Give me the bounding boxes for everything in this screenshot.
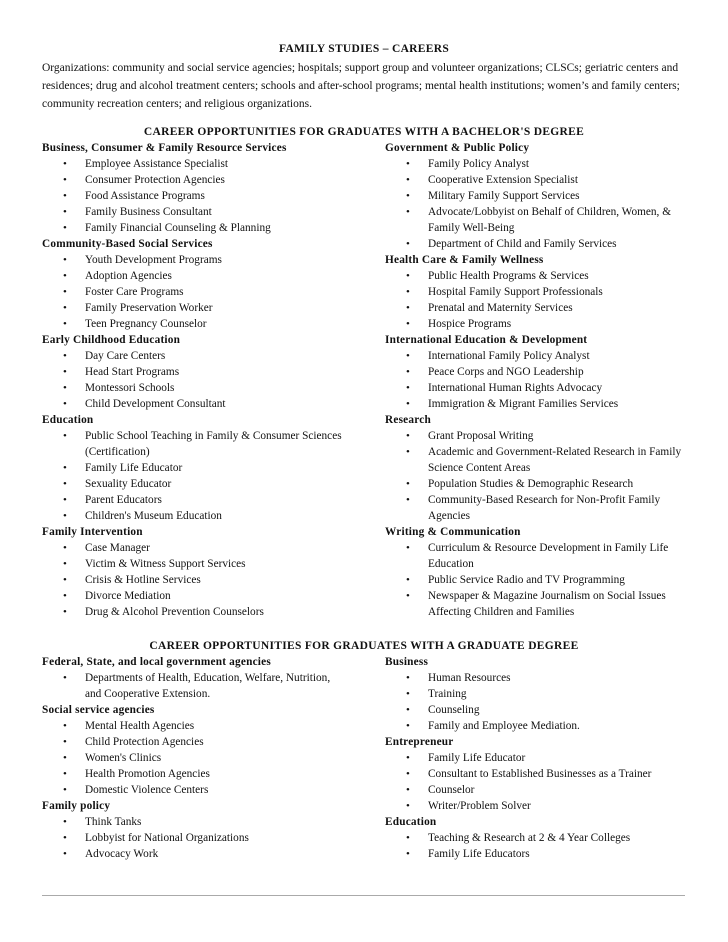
list-item-text: International Human Rights Advocacy [428, 382, 603, 394]
list-item [385, 268, 685, 284]
career-list [42, 252, 342, 332]
graduate-section-heading: CAREER OPPORTUNITIES FOR GRADUATES WITH A GRADUATE DEGREE [149, 640, 579, 652]
list-item [385, 572, 685, 588]
list-item-text: Montessori Schools [85, 382, 175, 394]
list-item-text: Sexuality Educator [85, 478, 172, 490]
list-item-text: Cooperative Extension Specialist [428, 174, 578, 186]
list-item-text: Prenatal and Maternity Services [428, 302, 573, 314]
category-heading: Social service agencies [42, 704, 155, 716]
bullet-icon: • [406, 752, 410, 764]
list-item-text: Academic and Government-Related Research in Family Science Content Areas [428, 446, 682, 474]
list-item [385, 428, 685, 444]
bullet-icon: • [63, 398, 67, 410]
list-item-text: Immigration & Migrant Families Services [428, 398, 619, 410]
list-item [42, 172, 342, 188]
category-heading: Writing & Communication [385, 526, 521, 538]
category-heading: Entrepreneur [385, 736, 454, 748]
list-item-text: Women's Clinics [85, 752, 162, 764]
list-item [385, 364, 685, 380]
list-item-text: Consumer Protection Agencies [85, 174, 225, 186]
graduate-left-column [42, 654, 342, 862]
bullet-icon: • [406, 848, 410, 860]
list-item [385, 766, 685, 782]
list-item-text: Hospice Programs [428, 318, 512, 330]
list-item [42, 846, 342, 862]
bullet-icon: • [63, 366, 67, 378]
bullet-icon: • [63, 478, 67, 490]
list-item [42, 814, 342, 830]
list-item-text: Community-Based Research for Non-Profit Family Agencies [428, 494, 661, 522]
career-list [42, 428, 342, 524]
category-heading: Community-Based Social Services [42, 238, 213, 250]
list-item-text: Parent Educators [85, 494, 162, 506]
category-heading: International Education & Development [385, 334, 588, 346]
list-item [42, 252, 342, 268]
category-heading: Education [385, 816, 437, 828]
list-item [385, 380, 685, 396]
bullet-icon: • [63, 848, 67, 860]
bullet-icon: • [406, 478, 410, 490]
bullet-icon: • [406, 286, 410, 298]
bullet-icon: • [63, 558, 67, 570]
list-item [385, 348, 685, 364]
list-item-text: Public Health Programs & Services [428, 270, 589, 282]
career-list [385, 268, 685, 332]
bullet-icon: • [406, 318, 410, 330]
bullet-icon: • [63, 832, 67, 844]
bullet-icon: • [406, 430, 410, 442]
list-item [42, 492, 342, 508]
bullet-icon: • [406, 688, 410, 700]
category-heading: Health Care & Family Wellness [385, 254, 544, 266]
bullet-icon: • [63, 752, 67, 764]
list-item-text: Consultant to Established Businesses as a Trainer [428, 768, 652, 780]
bullet-icon: • [406, 302, 410, 314]
category-heading: Government & Public Policy [385, 142, 530, 154]
bullet-icon: • [63, 286, 67, 298]
bullet-icon: • [63, 736, 67, 748]
bullet-icon: • [406, 350, 410, 362]
list-item [385, 588, 685, 620]
list-item-text: Grant Proposal Writing [428, 430, 534, 442]
category-heading: Business, Consumer & Family Resource Services [42, 142, 287, 154]
list-item-text: Family Financial Counseling & Planning [85, 222, 271, 234]
list-item [42, 300, 342, 316]
category-heading: Federal, State, and local government agencies [42, 656, 271, 668]
bullet-icon: • [63, 542, 67, 554]
list-item [385, 284, 685, 300]
bullet-icon: • [406, 494, 410, 506]
list-item [42, 396, 342, 412]
bullet-icon: • [406, 768, 410, 780]
bullet-icon: • [63, 254, 67, 266]
list-item-text: Day Care Centers [85, 350, 166, 362]
list-item [42, 750, 342, 766]
bullet-icon: • [406, 720, 410, 732]
bullet-icon: • [406, 270, 410, 282]
bullet-icon: • [63, 606, 67, 618]
bullet-icon: • [406, 238, 410, 250]
bullet-icon: • [63, 720, 67, 732]
career-list [42, 156, 342, 236]
list-item [385, 846, 685, 862]
list-item-text: Youth Development Programs [85, 254, 222, 266]
career-list [385, 830, 685, 862]
list-item [385, 492, 685, 524]
bullet-icon: • [406, 574, 410, 586]
bullet-icon: • [63, 318, 67, 330]
list-item [42, 188, 342, 204]
bullet-icon: • [406, 190, 410, 202]
list-item [42, 508, 342, 524]
list-item-text: Divorce Mediation [85, 590, 171, 602]
list-item [385, 156, 685, 172]
bullet-icon: • [63, 510, 67, 522]
list-item [42, 734, 342, 750]
bullet-icon: • [63, 574, 67, 586]
page-title: FAMILY STUDIES – CAREERS [278, 43, 450, 55]
bachelor-section-heading: CAREER OPPORTUNITIES FOR GRADUATES WITH A BACHELOR'S DEGREE [143, 126, 585, 138]
list-item-text: Newspaper & Magazine Journalism on Social Issues Affecting Children and Families [428, 590, 666, 618]
category-heading: Early Childhood Education [42, 334, 181, 346]
bullet-icon: • [63, 784, 67, 796]
list-item [385, 188, 685, 204]
list-item [42, 460, 342, 476]
list-item [42, 220, 342, 236]
list-item-text: Head Start Programs [85, 366, 180, 378]
list-item-text: Training [428, 688, 467, 700]
bullet-icon: • [406, 158, 410, 170]
list-item [385, 702, 685, 718]
list-item [42, 364, 342, 380]
bachelor-left-column [42, 140, 342, 620]
list-item-text: Foster Care Programs [85, 286, 184, 298]
list-item-text: Counselor [428, 784, 475, 796]
list-item-text: Writer/Problem Solver [428, 800, 531, 812]
bullet-icon: • [63, 382, 67, 394]
career-list [385, 348, 685, 412]
career-list [42, 670, 342, 702]
bullet-icon: • [63, 816, 67, 828]
list-item [42, 588, 342, 604]
bullet-icon: • [406, 784, 410, 796]
list-item-text: Think Tanks [85, 816, 142, 828]
list-item-text: Crisis & Hotline Services [85, 574, 201, 586]
list-item [385, 798, 685, 814]
list-item-text: Department of Child and Family Services [428, 238, 617, 250]
bullet-icon: • [406, 382, 410, 394]
bullet-icon: • [63, 462, 67, 474]
list-item [385, 204, 685, 236]
list-item-text: Family Preservation Worker [85, 302, 213, 314]
career-list [385, 670, 685, 734]
list-item [385, 300, 685, 316]
bullet-icon: • [63, 158, 67, 170]
list-item-text: Peace Corps and NGO Leadership [428, 366, 584, 378]
bullet-icon: • [406, 832, 410, 844]
bullet-icon: • [63, 590, 67, 602]
list-item-text: Family and Employee Mediation. [428, 720, 580, 732]
list-item-text: Drug & Alcohol Prevention Counselors [85, 606, 264, 618]
list-item-text: Counseling [428, 704, 480, 716]
list-item [385, 540, 685, 572]
list-item-text: Population Studies & Demographic Research [428, 478, 634, 490]
bullet-icon: • [63, 222, 67, 234]
list-item-text: Public School Teaching in Family & Consumer Sciences (Certification) [85, 430, 342, 458]
bullet-icon: • [63, 430, 67, 442]
list-item [42, 156, 342, 172]
bullet-icon: • [63, 672, 67, 684]
list-item [385, 782, 685, 798]
bullet-icon: • [63, 190, 67, 202]
list-item-text: Family Business Consultant [85, 206, 212, 218]
list-item-text: Employee Assistance Specialist [85, 158, 229, 170]
category-heading: Research [385, 414, 431, 426]
list-item-text: Child Protection Agencies [85, 736, 204, 748]
list-item [385, 718, 685, 734]
bullet-icon: • [406, 542, 410, 554]
list-item-text: Family Life Educators [428, 848, 530, 860]
list-item [385, 686, 685, 702]
bullet-icon: • [406, 704, 410, 716]
bullet-icon: • [406, 672, 410, 684]
list-item-text: Advocate/Lobbyist on Behalf of Children, Women, & Family Well-Being [428, 206, 671, 234]
list-item [42, 204, 342, 220]
list-item [42, 284, 342, 300]
list-item [42, 670, 342, 702]
list-item [42, 718, 342, 734]
career-list [42, 348, 342, 412]
career-list [42, 718, 342, 798]
career-list [385, 750, 685, 814]
bullet-icon: • [63, 270, 67, 282]
list-item-text: Teaching & Research at 2 & 4 Year Colleges [428, 832, 631, 844]
list-item [42, 268, 342, 284]
list-item-text: Hospital Family Support Professionals [428, 286, 603, 298]
list-item-text: Adoption Agencies [85, 270, 172, 282]
bullet-icon: • [406, 366, 410, 378]
list-item [385, 236, 685, 252]
list-item-text: Teen Pregnancy Counselor [85, 318, 207, 330]
list-item [385, 396, 685, 412]
bullet-icon: • [406, 398, 410, 410]
list-item [42, 604, 342, 620]
list-item [385, 670, 685, 686]
list-item-text: Human Resources [428, 672, 511, 684]
list-item-text: Public Service Radio and TV Programming [428, 574, 625, 586]
bullet-icon: • [406, 206, 410, 218]
list-item-text: Advocacy Work [85, 848, 159, 860]
list-item [42, 540, 342, 556]
category-heading: Family policy [42, 800, 111, 812]
list-item-text: Food Assistance Programs [85, 190, 205, 202]
list-item-text: International Family Policy Analyst [428, 350, 590, 362]
list-item [42, 428, 342, 460]
career-list [42, 814, 342, 862]
list-item-text: Health Promotion Agencies [85, 768, 210, 780]
bullet-icon: • [63, 768, 67, 780]
bullet-icon: • [63, 174, 67, 186]
list-item [42, 782, 342, 798]
bullet-icon: • [406, 800, 410, 812]
list-item-text: Family Policy Analyst [428, 158, 530, 170]
list-item-text: Military Family Support Services [428, 190, 580, 202]
bachelor-right-column [385, 140, 685, 620]
list-item [385, 444, 685, 476]
list-item-text: Family Life Educator [428, 752, 526, 764]
list-item-text: Lobbyist for National Organizations [85, 832, 249, 844]
list-item-text: Victim & Witness Support Services [85, 558, 246, 570]
category-heading: Business [385, 656, 429, 668]
list-item-text: Departments of Health, Education, Welfare, Nutrition, and Cooperative Extension. [85, 672, 331, 700]
list-item [385, 476, 685, 492]
list-item [42, 830, 342, 846]
list-item [385, 750, 685, 766]
bullet-icon: • [63, 350, 67, 362]
intro-paragraph: Organizations: community and social service agencies; hospitals; support group and volunteer organizations; CLSCs; geriatric centers and residences; drug and alcohol treatment centers; schools and after-school programs; mental health institutions; women’s and family centers; community recreation centers; and religious organizations. [42, 62, 680, 110]
list-item [385, 172, 685, 188]
bullet-icon: • [406, 590, 410, 602]
list-item-text: Mental Health Agencies [85, 720, 195, 732]
career-list [385, 428, 685, 524]
bullet-icon: • [406, 174, 410, 186]
list-item [42, 316, 342, 332]
bullet-icon: • [406, 446, 410, 458]
footer-divider [42, 895, 685, 896]
list-item [42, 380, 342, 396]
bullet-icon: • [63, 206, 67, 218]
list-item [42, 766, 342, 782]
list-item [42, 476, 342, 492]
list-item-text: Domestic Violence Centers [85, 784, 209, 796]
bullet-icon: • [63, 302, 67, 314]
list-item [385, 830, 685, 846]
list-item [385, 316, 685, 332]
bullet-icon: • [63, 494, 67, 506]
career-list [42, 540, 342, 620]
list-item-text: Curriculum & Resource Development in Family Life Education [428, 542, 669, 570]
list-item-text: Children's Museum Education [85, 510, 222, 522]
list-item [42, 556, 342, 572]
list-item-text: Child Development Consultant [85, 398, 226, 410]
category-heading: Family Intervention [42, 526, 143, 538]
list-item [42, 572, 342, 588]
list-item-text: Case Manager [85, 542, 150, 554]
category-heading: Education [42, 414, 94, 426]
list-item [42, 348, 342, 364]
list-item-text: Family Life Educator [85, 462, 183, 474]
career-list [385, 540, 685, 620]
graduate-right-column [385, 654, 685, 862]
career-list [385, 156, 685, 252]
